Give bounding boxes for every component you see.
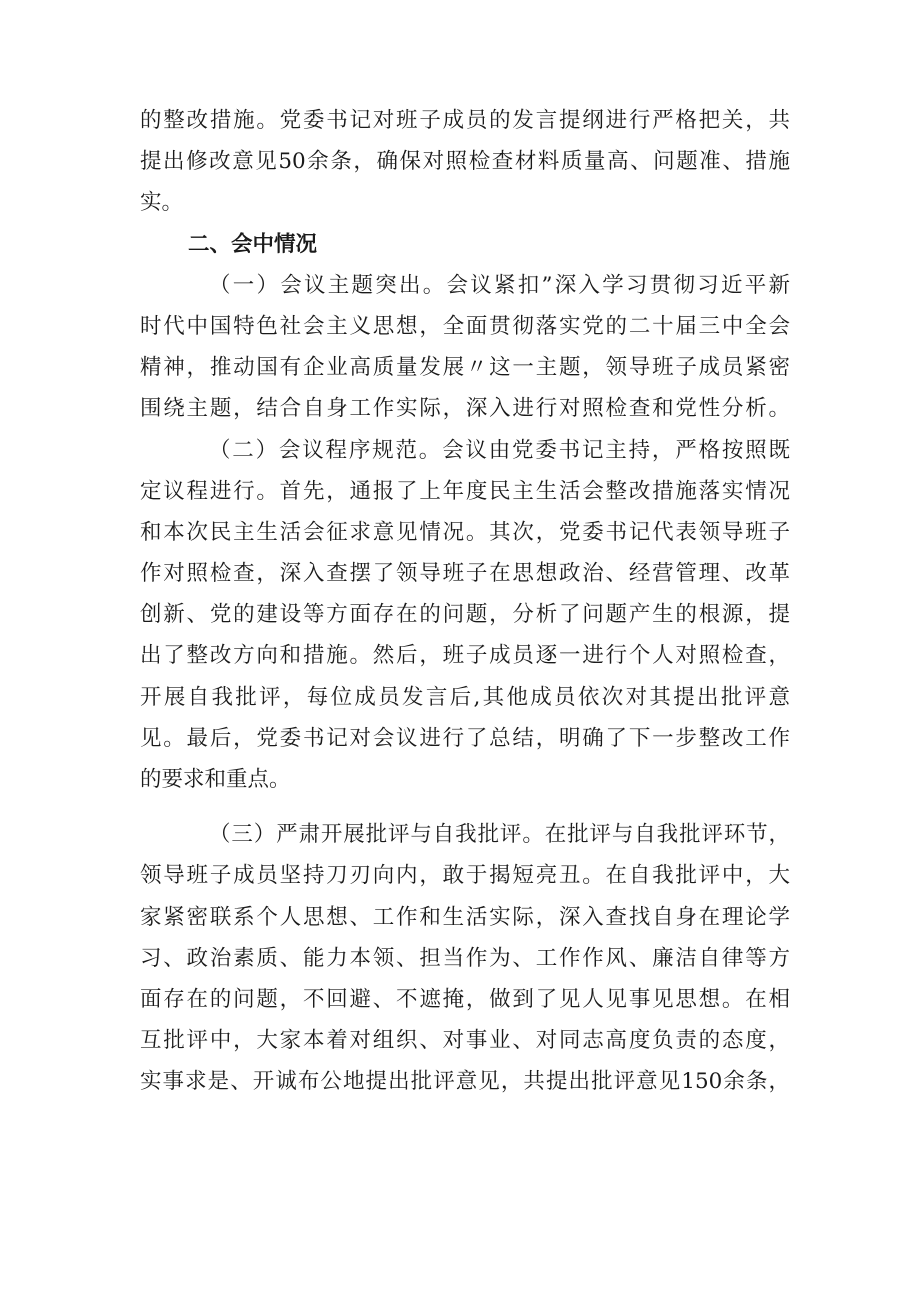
- paragraph-intro: [140, 100, 790, 224]
- text-line: 时代中国特色社会主义思想，全面贯彻落实党的二十届三中全会: [140, 313, 790, 339]
- text-line: （一）会议主题突出。会议紧扣”深入学习贯彻习近平新: [209, 272, 790, 298]
- text-line: （三）严肃开展批评与自我批评。在批评与自我批评环节，: [209, 822, 790, 848]
- text-line: 的要求和重点。: [140, 767, 291, 792]
- text-line: 家紧密联系个人思想、工作和生活实际，深入查找自身在理论学: [140, 904, 790, 930]
- text-line: 互批评中，大家本着对组织、对事业、对同志高度负责的态度，: [140, 1028, 790, 1054]
- text-line: （二）会议程序规范。会议由党委书记主持，严格按照既: [209, 437, 790, 463]
- paragraph-meeting-theme: [140, 265, 790, 430]
- text-line: 精神，推动国有企业高质量发展〃这一主题，领导班子成员紧密: [140, 355, 790, 381]
- text-line: 出了整改方向和措施。然后，班子成员逐一进行个人对照检查，: [140, 643, 790, 669]
- text-line: 提出修改意见50余条，确保对照检查材料质量高、问题准、措施: [140, 149, 790, 175]
- text-line: 作对照检查，深入查摆了领导班子在思想政治、经营管理、改革: [140, 561, 790, 587]
- document-body: [140, 100, 790, 1103]
- text-line: 围绕主题，结合自身工作实际，深入进行对照检查和党性分析。: [140, 396, 790, 422]
- text-line: 创新、党的建设等方面存在的问题，分析了问题产生的根源，提: [140, 602, 790, 628]
- text-line: 面存在的问题，不回避、不遮掩，做到了见人见事见思想。在相: [140, 986, 790, 1012]
- paragraph-gap: [140, 800, 790, 814]
- text-line: 实事求是、开诚布公地提出批评意见，共提出批评意见150余条，: [140, 1069, 790, 1095]
- section-heading: 二、会中情况: [188, 231, 318, 257]
- paragraph-meeting-procedure: [140, 430, 790, 801]
- text-line: 见。最后，党委书记对会议进行了总结，明确了下一步整改工作: [140, 725, 790, 751]
- text-line: 定议程进行。首先，通报了上年度民主生活会整改措施落实情况: [140, 478, 790, 504]
- text-line: 和本次民主生活会征求意见情况。其次，党委书记代表领导班子: [140, 519, 790, 545]
- text-line: 领导班子成员坚持刀刃向内，敢于揭短亮丑。在自我批评中，大: [140, 863, 790, 889]
- text-line: 实。: [140, 190, 184, 216]
- text-line: 习、政治素质、能力本领、担当作为、工作作风、廉洁自律等方: [140, 945, 790, 971]
- text-line: 的整改措施。党委书记对班子成员的发言提纲进行严格把关，共: [140, 108, 790, 133]
- text-line: 开展自我批评，每位成员发言后,其他成员依次对其提出批评意: [140, 684, 790, 710]
- paragraph-criticism: [140, 814, 790, 1102]
